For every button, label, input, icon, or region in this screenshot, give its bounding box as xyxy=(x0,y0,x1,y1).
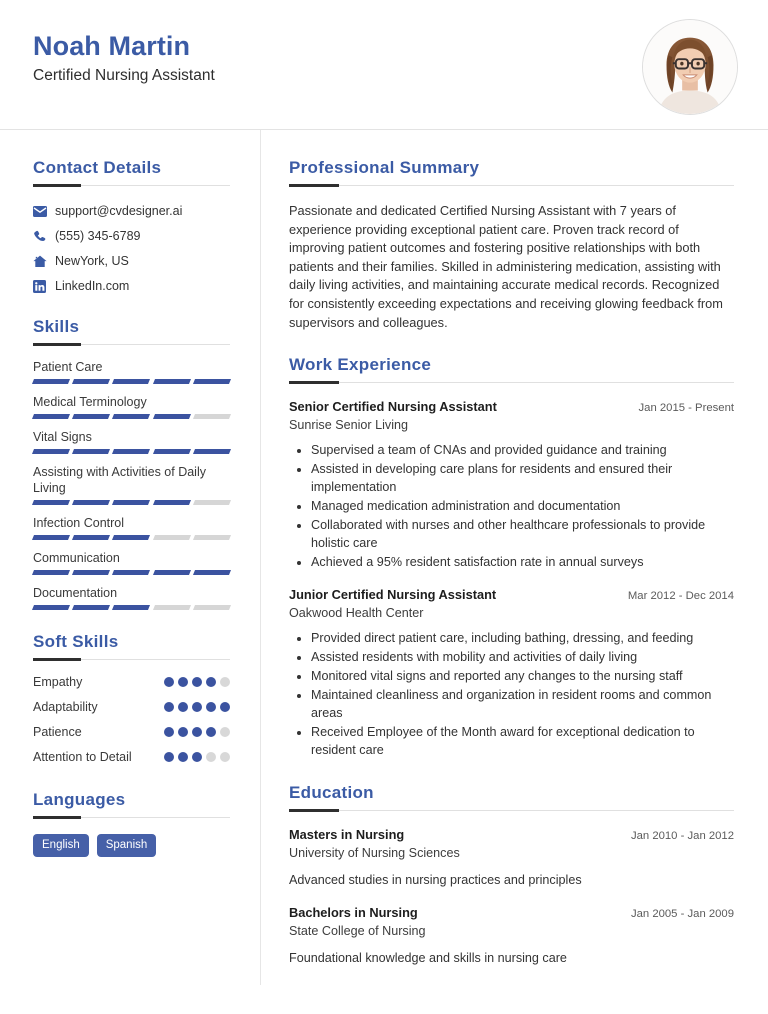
skill-label: Infection Control xyxy=(33,516,125,530)
entry-description: Foundational knowledge and skills in nursing care xyxy=(289,951,567,966)
skill-bar-segment xyxy=(32,535,70,540)
work-experience-list xyxy=(289,398,734,759)
entry-bullet: • Achieved a 95% resident satisfaction rate in annual surveys xyxy=(311,553,734,571)
skill-bar-segment xyxy=(193,535,231,540)
entry-header xyxy=(289,826,734,844)
rating-dot xyxy=(178,677,188,687)
skill-bar-segment xyxy=(112,449,150,454)
skill-bar-segment xyxy=(112,535,150,540)
skill-level-bar xyxy=(33,570,230,575)
section-professional-summary xyxy=(289,157,734,186)
skill-bar-segment xyxy=(112,570,150,575)
section-title: Professional Summary xyxy=(289,158,480,177)
soft-skill-label: Empathy xyxy=(33,675,83,689)
skill-bar-segment xyxy=(112,605,150,610)
entry-bullet-list xyxy=(289,441,734,571)
rating-dot xyxy=(164,727,174,737)
contact-item-label: support@cvdesigner.ai xyxy=(55,204,183,218)
work-entry xyxy=(289,398,734,571)
skill-level-bar xyxy=(33,414,230,419)
contact-item-email[interactable] xyxy=(33,203,230,219)
skill-bar-segment xyxy=(32,449,70,454)
phone-icon xyxy=(33,230,55,243)
entry-date: Jan 2005 - Jan 2009 xyxy=(630,908,734,921)
skill-level-bar xyxy=(33,605,230,610)
rating-dot xyxy=(178,702,188,712)
entry-bullet: • Assisted residents with mobility and activities of daily living xyxy=(311,648,734,666)
entry-header xyxy=(289,904,734,922)
section-rule xyxy=(33,659,230,660)
sidebar xyxy=(0,130,260,857)
resume-header xyxy=(0,0,768,130)
skill-level-bar xyxy=(33,500,230,505)
summary-text: Passionate and dedicated Certified Nursing Assistant with 7 years of experience providing exceptional patient care. Proven track record of improving patient outcomes and fostering positive relationships with both patients and their families. Skilled in administering medication, assisting with daily living activities, and maintaining accurate medical records. Recognized for consistently exceeding expectations and receiving glowing feedback from supervisors and colleagues. xyxy=(289,203,723,330)
section-title: Education xyxy=(289,783,374,803)
section-rule xyxy=(33,185,230,186)
soft-skill-item xyxy=(33,724,230,740)
section-rule xyxy=(289,382,734,383)
skill-label: Vital Signs xyxy=(33,430,92,444)
skill-bar-segment xyxy=(153,379,191,384)
skill-bar-segment xyxy=(72,535,110,540)
section-work-experience xyxy=(289,354,734,383)
spacer xyxy=(289,760,734,782)
main-content xyxy=(260,130,768,967)
skill-bar-segment xyxy=(72,500,110,505)
skill-bar-segment xyxy=(112,379,150,384)
entry-title: Senior Certified Nursing Assistant xyxy=(289,399,497,415)
skills-list xyxy=(33,359,230,610)
rating-dot xyxy=(220,752,230,762)
section-title: Languages xyxy=(33,790,126,809)
rating-dot xyxy=(206,752,216,762)
skill-item xyxy=(33,394,230,419)
work-entry xyxy=(289,586,734,759)
section-skills xyxy=(33,316,230,345)
skill-bar-segment xyxy=(32,605,70,610)
entry-date: Jan 2015 - Present xyxy=(638,402,734,415)
contact-item-linkedin[interactable] xyxy=(33,278,230,294)
skill-level-bar xyxy=(33,379,230,384)
rating-dot xyxy=(220,702,230,712)
contact-list xyxy=(33,203,230,294)
section-title: Work Experience xyxy=(289,355,432,375)
page-title: Noah Martin xyxy=(33,31,191,61)
entry-bullet: • Provided direct patient care, including bathing, dressing, and feeding xyxy=(311,629,734,647)
rating-dot xyxy=(220,677,230,687)
skill-label: Communication xyxy=(33,551,120,565)
skill-bar-segment xyxy=(153,535,191,540)
skill-bar-segment xyxy=(32,379,70,384)
envelope-icon xyxy=(33,206,55,217)
skill-bar-segment xyxy=(153,570,191,575)
skill-bar-segment xyxy=(193,500,231,505)
skill-bar-segment xyxy=(153,449,191,454)
section-soft-skills xyxy=(33,631,230,660)
skill-item xyxy=(33,550,230,575)
section-rule xyxy=(33,817,230,818)
rating-dot xyxy=(192,752,202,762)
section-title: Skills xyxy=(33,317,80,336)
skill-bar-segment xyxy=(193,605,231,610)
skill-bar-segment xyxy=(72,570,110,575)
skill-level-bar xyxy=(33,449,230,454)
entry-bullet: • Assisted in developing care plans for residents and ensured their implementation xyxy=(311,460,734,496)
entry-bullet: • Supervised a team of CNAs and provided guidance and training xyxy=(311,441,734,459)
soft-skill-label: Attention to Detail xyxy=(33,750,132,764)
skill-item xyxy=(33,585,230,610)
home-icon xyxy=(33,255,55,268)
soft-skill-rating xyxy=(164,674,230,687)
rating-dot xyxy=(164,702,174,712)
entry-date: Jan 2010 - Jan 2012 xyxy=(630,830,734,843)
skill-bar-segment xyxy=(193,449,231,454)
entry-title: Bachelors in Nursing xyxy=(289,905,418,921)
entry-bullet: • Monitored vital signs and reported any changes to the nursing staff xyxy=(311,667,734,685)
section-education xyxy=(289,782,734,811)
rating-dot xyxy=(206,677,216,687)
soft-skill-label: Patience xyxy=(33,725,82,739)
profile-photo-icon xyxy=(643,20,737,114)
entry-date: Mar 2012 - Dec 2014 xyxy=(627,590,734,603)
entry-title: Junior Certified Nursing Assistant xyxy=(289,587,497,603)
entry-description: Advanced studies in nursing practices and principles xyxy=(289,873,582,888)
section-rule xyxy=(289,810,734,811)
skill-item xyxy=(33,359,230,384)
soft-skill-rating xyxy=(164,749,230,762)
skill-bar-segment xyxy=(153,500,191,505)
skill-bar-segment xyxy=(112,500,150,505)
soft-skill-item xyxy=(33,674,230,690)
skill-bar-segment xyxy=(72,449,110,454)
soft-skill-rating xyxy=(164,699,230,712)
rating-dot xyxy=(164,677,174,687)
skill-bar-segment xyxy=(72,605,110,610)
contact-item-label: NewYork, US xyxy=(55,254,129,268)
skill-bar-segment xyxy=(72,414,110,419)
rating-dot xyxy=(178,752,188,762)
soft-skill-label: Adaptability xyxy=(33,700,98,714)
skill-bar-segment xyxy=(193,379,231,384)
section-title: Soft Skills xyxy=(33,632,119,651)
entry-header xyxy=(289,398,734,416)
rating-dot xyxy=(192,702,202,712)
education-list xyxy=(289,826,734,967)
education-entry xyxy=(289,904,734,967)
section-contact-details xyxy=(33,157,230,186)
entry-organization: State College of Nursing xyxy=(289,924,426,939)
language-chip[interactable]: English xyxy=(33,834,89,857)
skill-bar-segment xyxy=(72,379,110,384)
skill-bar-segment xyxy=(32,414,70,419)
skill-bar-segment xyxy=(193,414,231,419)
resume-body xyxy=(0,130,768,967)
education-entry xyxy=(289,826,734,889)
column-divider xyxy=(260,130,261,985)
entry-organization: Sunrise Senior Living xyxy=(289,418,409,433)
skill-bar-segment xyxy=(112,414,150,419)
rating-dot xyxy=(220,727,230,737)
contact-item-label: LinkedIn.com xyxy=(55,279,130,293)
skill-label: Medical Terminology xyxy=(33,395,147,409)
rating-dot xyxy=(206,727,216,737)
entry-header xyxy=(289,586,734,604)
entry-title: Masters in Nursing xyxy=(289,827,405,843)
rating-dot xyxy=(164,752,174,762)
entry-bullet: • Managed medication administration and documentation xyxy=(311,497,734,515)
linkedin-icon xyxy=(33,280,55,293)
soft-skills-list xyxy=(33,674,230,765)
contact-item-location[interactable] xyxy=(33,253,230,269)
rating-dot xyxy=(192,727,202,737)
entry-bullet: • Received Employee of the Month award for exceptional dedication to resident care xyxy=(311,723,734,759)
skill-item xyxy=(33,515,230,540)
entry-bullet: • Maintained cleanliness and organization in resident rooms and common areas xyxy=(311,686,734,722)
job-title: Certified Nursing Assistant xyxy=(33,67,215,84)
skill-bar-segment xyxy=(32,500,70,505)
skill-bar-segment xyxy=(32,570,70,575)
skill-level-bar xyxy=(33,535,230,540)
skill-label: Patient Care xyxy=(33,360,103,374)
entry-organization: Oakwood Health Center xyxy=(289,606,424,621)
soft-skill-item xyxy=(33,699,230,715)
skill-label: Assisting with Activities of Daily Living xyxy=(33,465,206,495)
skill-item xyxy=(33,429,230,454)
entry-bullet: • Collaborated with nurses and other healthcare professionals to provide holistic care xyxy=(311,516,734,552)
skill-bar-segment xyxy=(153,414,191,419)
section-title: Contact Details xyxy=(33,158,162,177)
contact-item-label: (555) 345-6789 xyxy=(55,229,141,243)
languages-list xyxy=(33,834,230,857)
soft-skill-item xyxy=(33,749,230,765)
skill-label: Documentation xyxy=(33,586,118,600)
entry-bullet-list xyxy=(289,629,734,759)
section-rule xyxy=(289,185,734,186)
skill-bar-segment xyxy=(193,570,231,575)
rating-dot xyxy=(206,702,216,712)
avatar xyxy=(642,19,738,115)
rating-dot xyxy=(178,727,188,737)
spacer xyxy=(289,332,734,354)
section-languages xyxy=(33,789,230,818)
entry-organization: University of Nursing Sciences xyxy=(289,846,460,861)
rating-dot xyxy=(192,677,202,687)
section-rule xyxy=(33,344,230,345)
soft-skill-rating xyxy=(164,724,230,737)
skill-item xyxy=(33,464,230,505)
language-chip[interactable]: Spanish xyxy=(97,834,157,857)
skill-bar-segment xyxy=(153,605,191,610)
contact-item-phone[interactable] xyxy=(33,228,230,244)
